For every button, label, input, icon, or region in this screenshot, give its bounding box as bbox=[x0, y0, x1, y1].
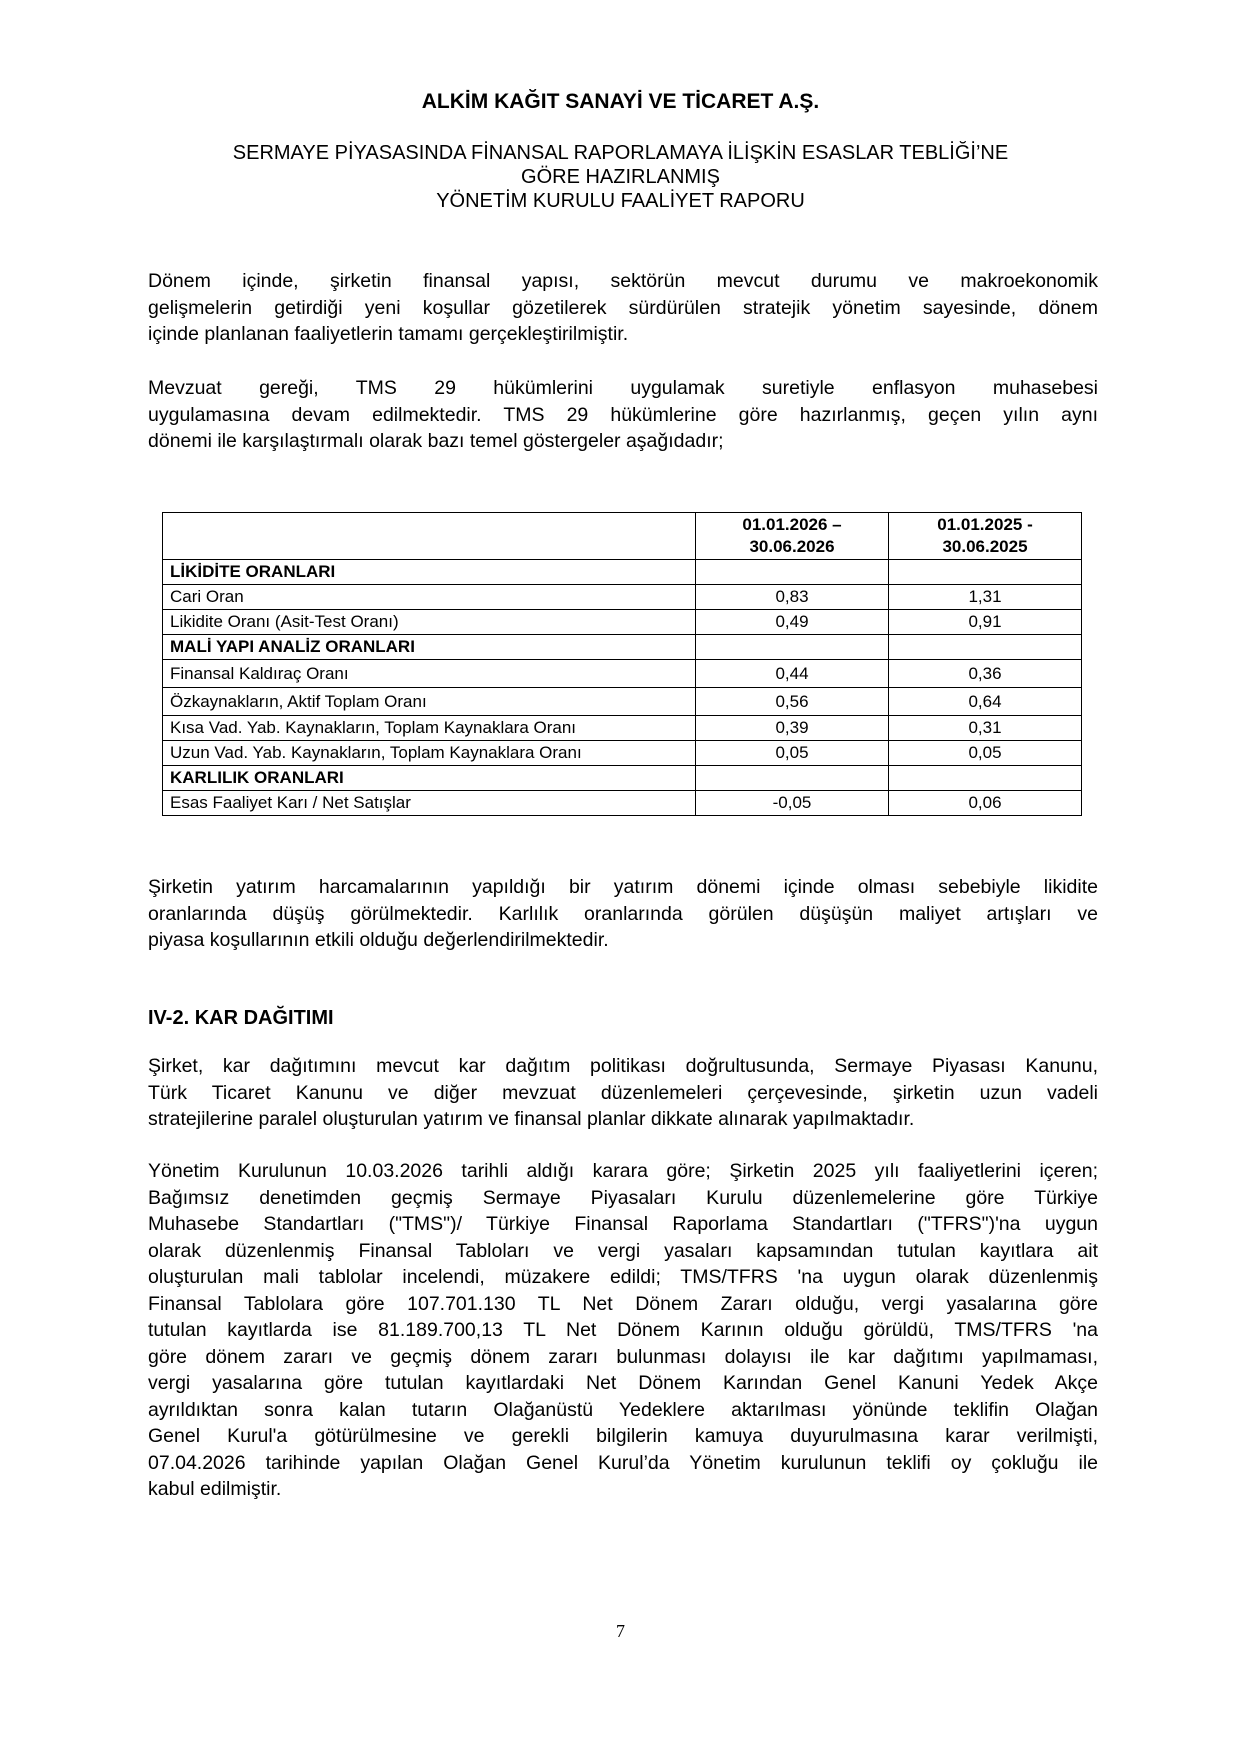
value-2026 bbox=[696, 635, 889, 660]
report-title bbox=[0, 141, 1241, 213]
text-line: Muhasebe Standartları ("TMS")/ Türkiye Finansal Raporlama Standartları ("TFRS")'na uygun bbox=[148, 1213, 1098, 1235]
text-line: Yönetim Kurulunun 10.03.2026 tarihli aldığı karara göre; Şirketin 2025 yılı faaliyetlerini içeren; bbox=[148, 1160, 1098, 1182]
ratio-label: Likidite Oranı (Asit-Test Oranı) bbox=[163, 610, 696, 635]
table-header-row bbox=[163, 513, 1082, 560]
text-line: vergi yasalarına göre tutulan kayıtlardaki Net Dönem Karından Genel Kanuni Yedek Akçe bbox=[148, 1372, 1098, 1394]
text-line: ayrıldıktan sonra kalan tutarın Olağanüstü Yedeklere aktarılması yönünde teklifin Olağan bbox=[148, 1398, 1098, 1421]
text-line: içinde planlanan faaliyetlerin tamamı gerçekleştirilmiştir. bbox=[148, 323, 629, 345]
report-title-line: GÖRE HAZIRLANMIŞ bbox=[521, 166, 720, 188]
text-line: göre dönem zararı ve geçmiş dönem zararı bulunması dolayısı ile kar dağıtımı yapılmaması, bbox=[148, 1345, 1098, 1368]
value-2026: 0,05 bbox=[696, 741, 889, 766]
text-line: uygulamasına devam edilmektedir. TMS 29 hükümlerine göre hazırlanmış, geçen yılın aynı bbox=[148, 403, 1098, 426]
table-header-empty bbox=[163, 513, 696, 560]
value-2026 bbox=[696, 766, 889, 791]
paragraph-tms29 bbox=[148, 375, 1098, 455]
table-row bbox=[163, 610, 1082, 635]
ratio-label: Özkaynakların, Aktif Toplam Oranı bbox=[163, 688, 696, 716]
text-line: 07.04.2026 tarihinde yapılan Olağan Genel Kurul’da Yönetim kurulunun teklifi oy çokluğu ile bbox=[148, 1451, 1098, 1474]
text-line: Türk Ticaret Kanunu ve diğer mevzuat düzenlemeleri çerçevesinde, şirketin uzun vadeli bbox=[148, 1081, 1098, 1104]
value-2025 bbox=[889, 560, 1082, 585]
text-line: tutulan kayıtlarda ise 81.189.700,13 TL Net Dönem Karının olduğu görüldü, TMS/TFRS 'na bbox=[148, 1319, 1098, 1341]
value-2025: 0,06 bbox=[889, 791, 1082, 816]
value-2026 bbox=[696, 560, 889, 585]
column-header-2026 bbox=[696, 513, 889, 560]
text-line: olarak düzenlenmiş Finansal Tabloları ve vergi yasaları kapsamından tutulan kayıtlara ait bbox=[148, 1239, 1098, 1262]
value-2025: 0,36 bbox=[889, 660, 1082, 688]
paragraph-dividend-policy bbox=[148, 1053, 1098, 1133]
value-2025: 0,31 bbox=[889, 716, 1082, 741]
ratio-label: Finansal Kaldıraç Oranı bbox=[163, 660, 696, 688]
value-2026: 0,44 bbox=[696, 660, 889, 688]
ratio-label: Uzun Vad. Yab. Kaynakların, Toplam Kaynaklara Oranı bbox=[163, 741, 696, 766]
text-line: Finansal Tablolara göre 107.701.130 TL Net Dönem Zararı olduğu, vergi yasalarına göre bbox=[148, 1292, 1098, 1315]
value-2026: 0,83 bbox=[696, 585, 889, 610]
text-line: Mevzuat gereği, TMS 29 hükümlerini uygulamak suretiyle enflasyon muhasebesi bbox=[148, 377, 1098, 399]
value-2026: 0,49 bbox=[696, 610, 889, 635]
value-2026: 0,39 bbox=[696, 716, 889, 741]
column-header-2025 bbox=[889, 513, 1082, 560]
text-line: oluşturulan mali tablolar incelendi, müzakere edildi; TMS/TFRS 'na uygun olarak düzenlenmiş bbox=[148, 1266, 1098, 1288]
section-heading: IV-2. KAR DAĞITIMI bbox=[148, 1007, 334, 1029]
paragraph-board-decision bbox=[148, 1158, 1098, 1503]
value-2025: 0,64 bbox=[889, 688, 1082, 716]
table-section-row bbox=[163, 766, 1082, 791]
text-line: Dönem içinde, şirketin finansal yapısı, sektörün mevcut durumu ve makroekonomik bbox=[148, 270, 1098, 292]
text-line: kabul edilmiştir. bbox=[148, 1478, 282, 1500]
value-2025: 0,91 bbox=[889, 610, 1082, 635]
column-header-line: 01.01.2026 – bbox=[742, 515, 842, 534]
table-row bbox=[163, 660, 1082, 688]
paragraph-period-activities bbox=[148, 268, 1098, 348]
text-line: Şirket, kar dağıtımını mevcut kar dağıtım politikası doğrultusunda, Sermaye Piyasası Kanunu, bbox=[148, 1055, 1098, 1077]
text-line: gelişmelerin getirdiği yeni koşullar gözetilerek sürdürülen stratejik yönetim sayesinde, dönem bbox=[148, 296, 1098, 319]
column-header-line: 30.06.2025 bbox=[942, 537, 1028, 556]
section-label: LİKİDİTE ORANLARI bbox=[163, 560, 696, 585]
column-header-line: 30.06.2026 bbox=[749, 537, 835, 556]
table-row bbox=[163, 741, 1082, 766]
report-title-line: SERMAYE PİYASASINDA FİNANSAL RAPORLAMAYA İLİŞKİN ESASLAR TEBLİĞİ’NE bbox=[232, 142, 1009, 164]
text-line: Bağımsız denetimden geçmiş Sermaye Piyasaları Kurulu düzenlemelerine göre Türkiye bbox=[148, 1186, 1098, 1209]
value-2025 bbox=[889, 766, 1082, 791]
section-label: MALİ YAPI ANALİZ ORANLARI bbox=[163, 635, 696, 660]
table-row bbox=[163, 791, 1082, 816]
table-row bbox=[163, 716, 1082, 741]
company-name: ALKİM KAĞIT SANAYİ VE TİCARET A.Ş. bbox=[421, 90, 820, 113]
text-line: stratejilerine paralel oluşturulan yatırım ve finansal planlar dikkate alınarak yapılmaktadır. bbox=[148, 1108, 915, 1130]
value-2025: 1,31 bbox=[889, 585, 1082, 610]
ratios-table bbox=[162, 512, 1082, 816]
text-line: piyasa koşullarının etkili olduğu değerlendirilmektedir. bbox=[148, 929, 609, 951]
value-2025: 0,05 bbox=[889, 741, 1082, 766]
section-label: KARLILIK ORANLARI bbox=[163, 766, 696, 791]
value-2026: -0,05 bbox=[696, 791, 889, 816]
ratio-label: Esas Faaliyet Karı / Net Satışlar bbox=[163, 791, 696, 816]
value-2026: 0,56 bbox=[696, 688, 889, 716]
text-line: Şirketin yatırım harcamalarının yapıldığı bir yatırım dönemi içinde olması sebebiyle likidite bbox=[148, 876, 1098, 898]
table-section-row bbox=[163, 635, 1082, 660]
ratio-label: Cari Oran bbox=[163, 585, 696, 610]
column-header-line: 01.01.2025 - bbox=[937, 515, 1033, 534]
value-2025 bbox=[889, 635, 1082, 660]
table-row bbox=[163, 688, 1082, 716]
ratio-label: Kısa Vad. Yab. Kaynakların, Toplam Kaynaklara Oranı bbox=[163, 716, 696, 741]
text-line: Genel Kurul'a götürülmesine ve gerekli bilgilerin kamuya duyurulmasına karar verilmişti, bbox=[148, 1425, 1098, 1447]
paragraph-ratio-commentary bbox=[148, 874, 1098, 954]
report-title-line: YÖNETİM KURULU FAALİYET RAPORU bbox=[436, 190, 805, 212]
table-section-row bbox=[163, 560, 1082, 585]
table-row bbox=[163, 585, 1082, 610]
page-number: 7 bbox=[616, 1621, 625, 1641]
text-line: dönemi ile karşılaştırmalı olarak bazı temel göstergeler aşağıdadır; bbox=[148, 430, 724, 452]
text-line: oranlarında düşüş görülmektedir. Karlılık oranlarında görülen düşüşün maliyet artışları ve bbox=[148, 902, 1098, 925]
